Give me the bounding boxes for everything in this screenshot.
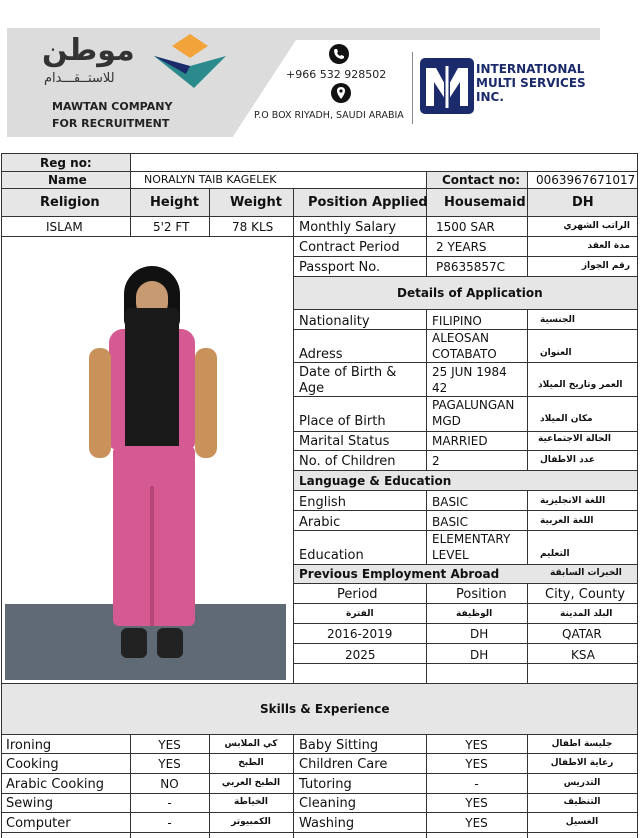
grid-line [130, 153, 131, 236]
grid-line [293, 583, 638, 584]
age-value: 42 [432, 381, 448, 395]
grid-line [1, 773, 638, 774]
grid-line [1, 793, 638, 794]
emp-row-1-position: DH [470, 627, 489, 641]
arabic-label-ar: اللغة العربية [540, 516, 594, 526]
header-divider [412, 52, 413, 124]
skill-right-label-ar: جليسة اطفال [551, 739, 613, 749]
details-title: Details of Application [397, 286, 543, 300]
grid-line [1, 753, 638, 754]
emp-row-2-city: KSA [571, 648, 595, 662]
grid-line [1, 188, 638, 189]
contract-value: 2 YEARS [436, 240, 487, 254]
skill-left-label-ar: الخياطة [234, 797, 268, 807]
company-name-line-2: FOR RECRUITMENT [52, 117, 170, 130]
skill-left-label-ar: الطبخ [238, 758, 264, 768]
dob-value: 25 JUN 1984 [432, 365, 507, 379]
skill-right-label: Children Care [299, 757, 388, 772]
partner-name-2: MULTI SERVICES [476, 76, 586, 90]
arabic-value: BASIC [432, 515, 468, 529]
grid-line [527, 490, 528, 564]
nationality-label: Nationality [299, 314, 370, 329]
grid-line [293, 510, 638, 511]
english-value: BASIC [432, 495, 468, 509]
grid-line [527, 216, 528, 276]
grid-line [293, 623, 638, 624]
skill-right-value: YES [465, 816, 488, 830]
emp-header-period: Period [337, 587, 378, 602]
grid-line [293, 276, 638, 277]
grid-line [293, 431, 638, 432]
emp-header-city: City, County [545, 587, 626, 602]
salary-value: 1500 SAR [436, 220, 495, 234]
partner-logo [420, 58, 474, 114]
salary-label: Monthly Salary [299, 220, 397, 235]
skill-right-label: Cleaning [299, 796, 356, 811]
grid-line [293, 236, 294, 683]
grid-line [1, 153, 2, 838]
dob-label-1: Date of Birth & [299, 365, 397, 380]
arabic-label: Arabic [299, 515, 341, 530]
skill-left-label: Computer [6, 816, 71, 831]
company-logo-arabic: موطن [42, 33, 135, 68]
emp-row-1-period: 2016-2019 [327, 627, 393, 641]
grid-line [293, 450, 638, 451]
grid-line [293, 643, 638, 644]
grid-line [293, 362, 638, 363]
prev-title-ar: الخبرات السابقة [550, 568, 622, 578]
grid-line [209, 188, 210, 236]
skill-left-label-ar: الكمبيوتر [231, 817, 271, 827]
salary-label-ar: الراتب الشهري [563, 221, 630, 231]
dob-label-ar: العمر وتاريخ الميلاد [538, 380, 623, 390]
grid-line [293, 734, 294, 838]
grid-line [527, 583, 528, 683]
emp-row-1-city: QATAR [562, 627, 602, 641]
skill-left-label: Cooking [6, 757, 59, 772]
grid-line [1, 832, 638, 833]
address-label-ar: العنوان [540, 348, 572, 358]
emp-row-2-period: 2025 [345, 648, 376, 662]
skill-right-value: - [474, 777, 479, 791]
address-line: P.O BOX RIYADH, SAUDI ARABIA [254, 110, 404, 121]
grid-line [293, 603, 638, 604]
grid-line [293, 329, 638, 330]
skill-right-value: YES [465, 757, 488, 771]
skill-right-label-ar: التنظيف [563, 797, 601, 807]
skill-left-value: YES [158, 738, 181, 752]
emp-header-position-ar: الوظيفة [456, 609, 493, 619]
address-value-1: ALEOSAN [432, 331, 489, 345]
contract-label-ar: مدة العقد [587, 241, 630, 251]
children-label: No. of Children [299, 454, 396, 469]
grid-line [293, 188, 294, 236]
company-name-line-1: MAWTAN COMPANY [52, 100, 173, 113]
skill-left-value: YES [158, 757, 181, 771]
passport-value: P8635857C [436, 260, 506, 274]
religion-value: ISLAM [46, 220, 83, 234]
skill-left-label: Sewing [6, 796, 53, 811]
marital-value: MARRIED [432, 434, 488, 448]
grid-line [1, 171, 638, 172]
address-label: Adress [299, 347, 343, 362]
partner-name-3: INC. [476, 90, 504, 104]
grid-line [293, 564, 638, 565]
grid-line [1, 236, 638, 237]
grid-line [293, 490, 638, 491]
phone-number: +966 532 928502 [286, 68, 387, 81]
contract-label: Contract Period [299, 240, 400, 255]
education-label: Education [299, 548, 364, 563]
english-label-ar: اللغة الانجليزية [540, 496, 606, 506]
housemaid-label: Housemaid [444, 195, 526, 210]
skill-right-label: Washing [299, 816, 355, 831]
emp-header-position: Position [456, 587, 507, 602]
children-label-ar: عدد الاطفال [540, 455, 596, 465]
religion-label: Religion [40, 195, 100, 210]
pob-value-2: MGD [432, 414, 461, 428]
nationality-label-ar: الجنسية [540, 315, 575, 325]
skills-title: Skills & Experience [260, 702, 390, 716]
skill-left-value: NO [160, 777, 179, 791]
english-label: English [299, 495, 346, 510]
grid-line [527, 309, 528, 470]
emp-header-city-ar: البلد المدينة [560, 609, 613, 619]
skill-right-label-ar: التدريس [563, 778, 601, 788]
grid-line [293, 663, 638, 664]
prev-title: Previous Employment Abroad [299, 567, 500, 581]
passport-label: Passport No. [299, 260, 381, 275]
address-value-2: COTABATO [432, 347, 497, 361]
grid-line [1, 683, 638, 684]
skill-left-label: Arabic Cooking [6, 777, 104, 792]
grid-line [1, 153, 638, 154]
weight-value: 78 KLS [232, 220, 274, 234]
name-value: NORALYN TAIB KAGELEK [144, 173, 277, 186]
nationality-value: FILIPINO [432, 314, 482, 328]
grid-line [527, 188, 528, 216]
contact-label: Contact no: [442, 173, 521, 187]
skill-right-value: YES [465, 738, 488, 752]
phone-icon [329, 44, 349, 64]
skill-right-label: Tutoring [299, 777, 352, 792]
education-value-2: LEVEL [432, 548, 469, 562]
education-label-ar: التعليم [540, 549, 570, 559]
dob-label-2: Age [299, 381, 325, 396]
grid-line [426, 171, 427, 188]
marital-label: Marital Status [299, 434, 390, 449]
skill-left-value: - [167, 796, 172, 810]
lang-title: Language & Education [299, 474, 452, 488]
grid-line [426, 583, 427, 683]
skill-right-label-ar: رعاية الاطفال [550, 758, 614, 768]
skill-right-label-ar: الغسيل [565, 817, 599, 827]
skill-left-label: Ironing [6, 738, 52, 753]
grid-line [426, 490, 427, 564]
grid-line [1, 216, 638, 217]
passport-label-ar: رقم الجواز [581, 261, 630, 271]
grid-line [293, 530, 638, 531]
height-label: Height [150, 195, 199, 210]
company-logo-mark [150, 32, 230, 90]
marital-label-ar: الحالة الاجتماعية [538, 434, 611, 444]
grid-line [1, 812, 638, 813]
grid-line [293, 396, 638, 397]
grid-line [527, 171, 528, 188]
pob-label-ar: مكان الميلاد [540, 414, 593, 424]
emp-row-2-position: DH [470, 648, 489, 662]
education-value-1: ELEMENTARY [432, 532, 511, 546]
name-label: Name [48, 173, 87, 187]
skill-left-label-ar: كي الملابس [224, 739, 278, 749]
skill-right-value: YES [465, 796, 488, 810]
pob-label: Place of Birth [299, 414, 386, 429]
skill-left-label-ar: الطبخ العربي [221, 778, 281, 788]
position-label: Position Applied [308, 195, 428, 210]
partner-name-1: INTERNATIONAL [476, 62, 585, 76]
location-pin-icon [331, 83, 351, 105]
skill-right-label: Baby Sitting [299, 738, 379, 753]
grid-line [293, 256, 638, 257]
height-value: 5'2 FT [153, 220, 190, 234]
emp-header-period-ar: الفترة [346, 609, 374, 619]
grid-line [1, 734, 638, 735]
grid-line [426, 216, 427, 276]
skill-left-value: - [167, 816, 172, 830]
reg-label: Reg no: [40, 156, 92, 170]
children-value: 2 [432, 454, 440, 468]
pob-value-1: PAGALUNGAN [432, 398, 515, 412]
grid-line [293, 470, 638, 471]
grid-line [426, 309, 427, 470]
dh-label: DH [572, 195, 594, 210]
grid-line [293, 309, 638, 310]
weight-label: Weight [230, 195, 282, 210]
contact-value: 0063967671017 [536, 173, 636, 187]
photo [5, 236, 286, 680]
company-logo-arabic-sub: للاستــقـــدام [44, 71, 115, 86]
